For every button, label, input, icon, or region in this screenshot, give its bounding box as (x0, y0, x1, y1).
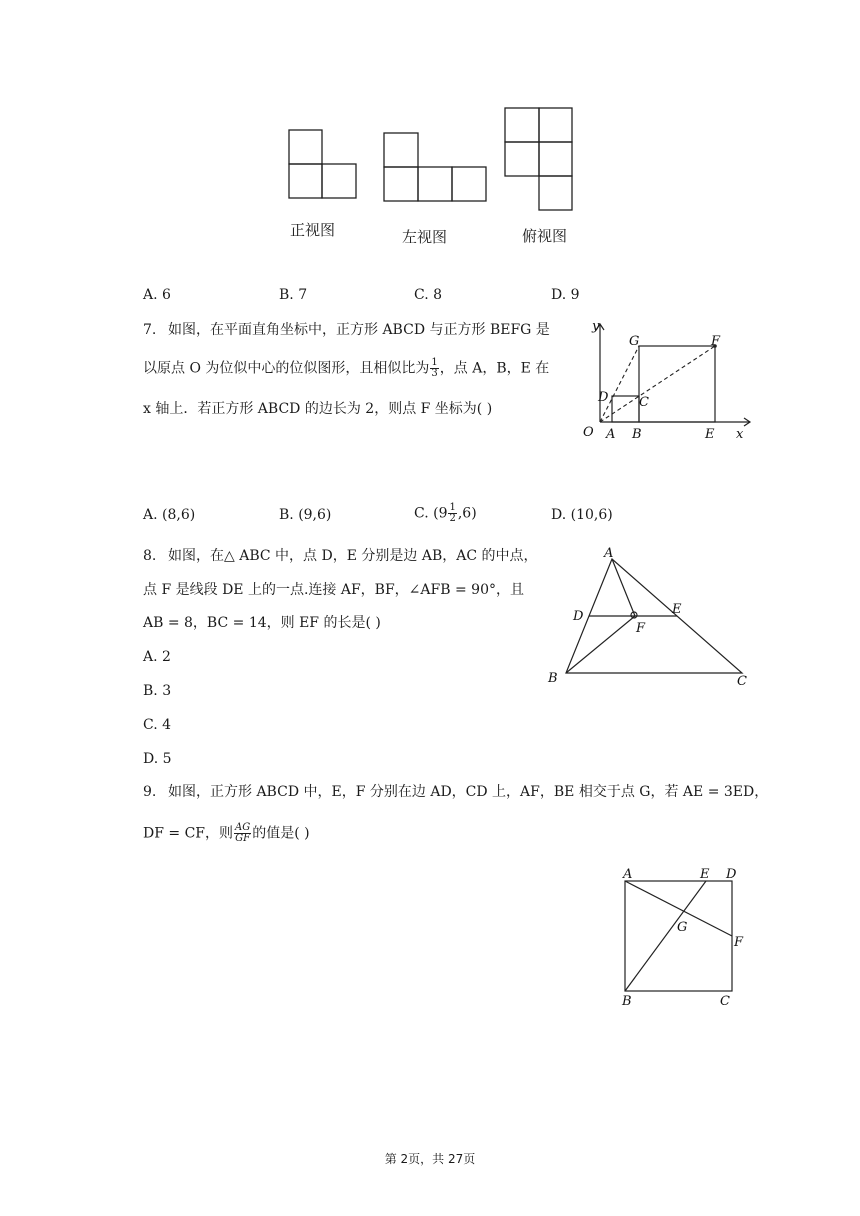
q7-ratio-den: 3 (431, 368, 438, 379)
q7-label-g: G (629, 334, 640, 349)
q8-label-d: D (573, 609, 584, 624)
left-view-caption: 左视图 (402, 228, 448, 246)
q7-label-o: O (583, 425, 594, 440)
q8-option-b: B. 3 (143, 683, 172, 699)
q9-square-figure (612, 862, 762, 1012)
q8-line3: AB = 8，BC = 14，则 EF 的长是( ) (143, 615, 381, 631)
q7-label-a: A (606, 427, 616, 442)
q9-label-d: D (726, 867, 737, 882)
q9-label-c: C (720, 994, 730, 1009)
q7-option-a: A. (8,6) (143, 507, 196, 523)
q8-number: 8. (143, 548, 157, 564)
q7-label-d: D (598, 390, 609, 405)
q7-option-d: D. (10,6) (551, 507, 613, 523)
q8-label-a: A (604, 546, 614, 561)
q8-option-d: D. 5 (143, 751, 172, 767)
q7-option-c-den: 2 (449, 513, 456, 524)
q7-label-c: C (639, 395, 649, 410)
q9-line2 (143, 823, 310, 844)
top-view-caption: 俯视图 (522, 227, 568, 245)
q7-line3: x 轴上．若正方形 ABCD 的边长为 2，则点 F 坐标为( ) (143, 401, 493, 417)
q9-label-a: A (623, 867, 633, 882)
q7-line2-pre: 以原点 O 为位似中心的位似图形，且相似比为 (143, 360, 430, 377)
q7-line2 (143, 358, 549, 379)
q7-option-c-fraction (448, 503, 456, 524)
q9-line1: 如图，正方形 ABCD 中，E，F 分别在边 AD，CD 上，AF，BE 相交于点 G，若 AE = 3ED， (168, 784, 769, 800)
q9-label-f: F (734, 935, 744, 950)
page-footer: 第 2页，共 27页 (384, 1152, 476, 1166)
q6-option-a: A. 6 (143, 287, 171, 303)
q7-label-e: E (705, 427, 715, 442)
q7-ratio-fraction (430, 358, 438, 379)
q7-label-f: F (711, 334, 721, 349)
q7-option-c (414, 503, 477, 524)
q9-line2-post: 的值是( ) (252, 825, 310, 842)
q9-label-b: B (622, 994, 632, 1009)
q6-option-c: C. 8 (414, 287, 443, 303)
q8-label-b: B (548, 671, 558, 686)
q8-label-e: E (672, 602, 682, 617)
q8-line2: 点 F 是线段 DE 上的一点.连接 AF，BF，∠AFB = 90°，且 (143, 582, 524, 598)
q7-label-x: x (736, 427, 744, 442)
q9-ratio-fraction (234, 823, 251, 844)
front-view-caption: 正视图 (290, 221, 336, 239)
q8-line1: 如图，在△ ABC 中，点 D，E 分别是边 AB，AC 的中点， (168, 548, 538, 564)
q7-option-c-pre: C. (9 (414, 505, 448, 522)
q9-number: 9. (143, 784, 157, 800)
q7-label-b: B (632, 427, 642, 442)
q7-line2-post: ，点 A，B，E 在 (439, 360, 550, 377)
q9-line2-pre: DF = CF，则 (143, 825, 233, 842)
q8-option-c: C. 4 (143, 717, 172, 733)
q8-label-f: F (636, 621, 646, 636)
q7-option-c-post: ,6) (457, 505, 477, 522)
q8-option-a: A. 2 (143, 649, 171, 665)
q8-label-c: C (737, 674, 747, 689)
q8-triangle-figure (540, 545, 760, 690)
q9-ratio-den: GF (235, 833, 251, 844)
q9-label-e: E (700, 867, 710, 882)
q6-option-b: B. 7 (279, 287, 308, 303)
q7-number: 7. (143, 322, 157, 338)
q7-option-b: B. (9,6) (279, 507, 332, 523)
q7-line1: 如图，在平面直角坐标中，正方形 ABCD 与正方形 BEFG 是 (168, 322, 550, 338)
q7-option-c-num: 1 (449, 502, 456, 513)
q9-ratio-num: AG (235, 822, 251, 833)
q7-label-y: y (592, 319, 600, 334)
q9-label-g: G (677, 920, 688, 935)
q7-ratio-num: 1 (431, 357, 438, 368)
q6-option-d: D. 9 (551, 287, 580, 303)
q7-coordinate-figure (578, 318, 758, 446)
